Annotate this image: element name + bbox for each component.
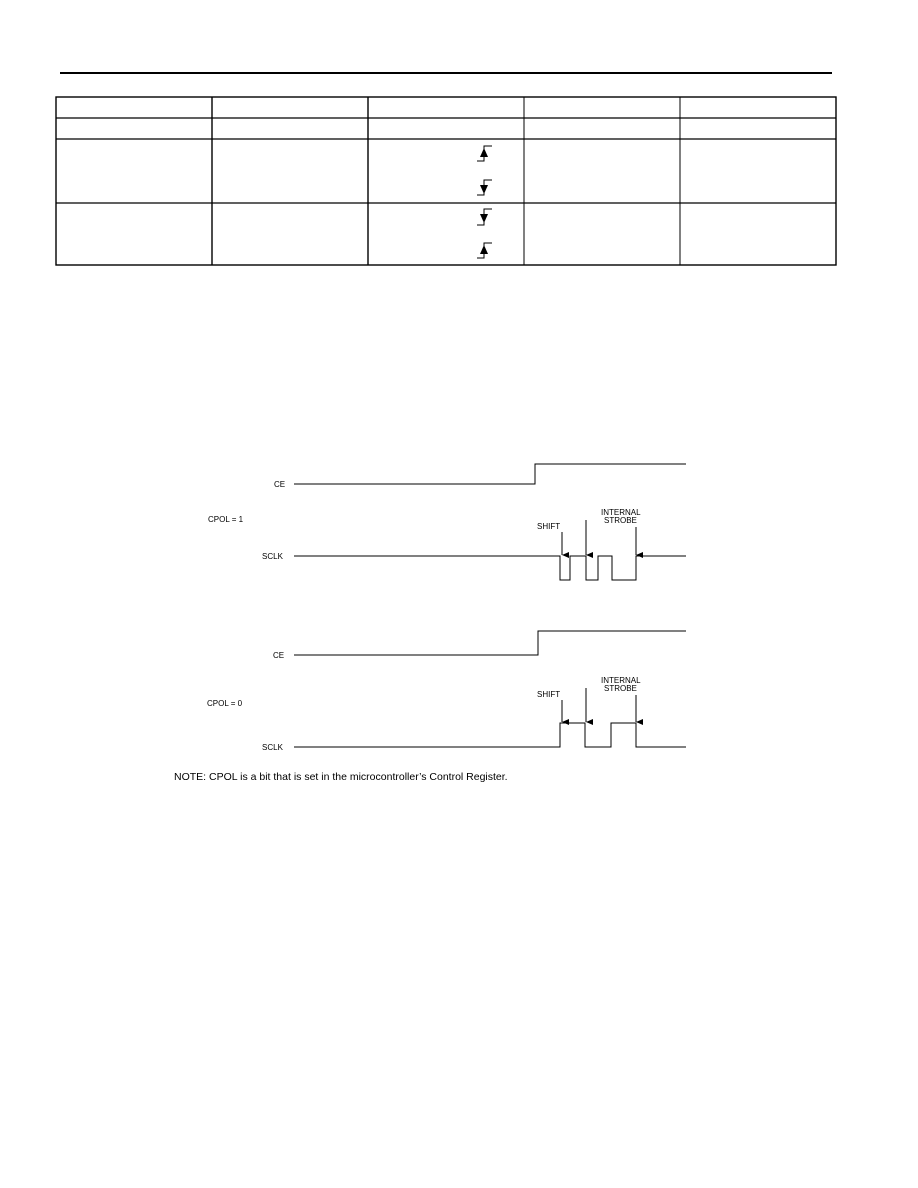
ce-signal-label: CE (274, 480, 286, 489)
diagram-note: NOTE: CPOL is a bit that is set in the microcontroller’s Control Register. (174, 771, 508, 783)
internal-strobe-label: INTERNAL (601, 508, 641, 517)
internal-strobe-label: STROBE (604, 516, 637, 525)
rising-edge-icon (477, 146, 492, 161)
shift-label: SHIFT (537, 690, 561, 699)
spi-mode-table (56, 97, 836, 265)
cpol-label: CPOL = 1 (208, 515, 244, 524)
internal-strobe-label: STROBE (604, 684, 637, 693)
falling-edge-icon (477, 209, 492, 225)
falling-edge-icon (477, 180, 492, 195)
internal-strobe-label: INTERNAL (601, 676, 641, 685)
rising-edge-icon (477, 243, 492, 258)
sclk-signal-label: SCLK (262, 552, 283, 561)
ce-waveform (294, 631, 686, 655)
sclk-waveform (294, 556, 686, 580)
cpol-label: CPOL = 0 (207, 699, 243, 708)
timing-panel-cpol1 (208, 464, 686, 580)
timing-panel-cpol0 (207, 631, 686, 752)
sclk-waveform (294, 723, 686, 747)
sclk-signal-label: SCLK (262, 743, 283, 752)
ce-waveform (294, 464, 686, 484)
ce-signal-label: CE (273, 651, 285, 660)
shift-label: SHIFT (537, 522, 561, 531)
